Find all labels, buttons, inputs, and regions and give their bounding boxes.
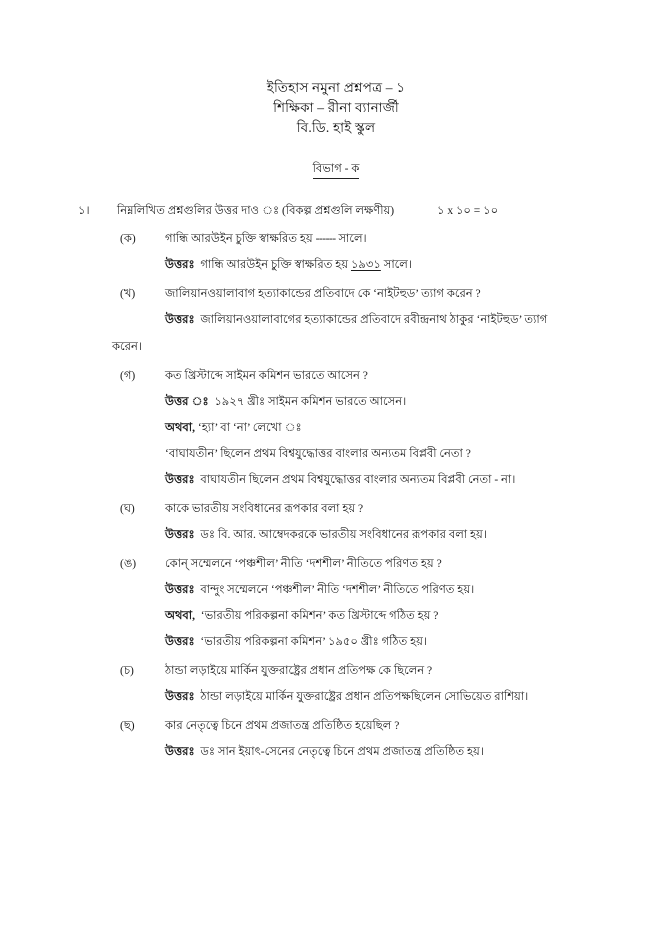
alternative-question-text: ‘বাঘাযতীন’ ছিলেন প্রথম বিশ্বযুদ্ধোত্তর বাংলার অন্যতম বিপ্লবী নেতা ? [165, 448, 471, 460]
answer-lead: উত্তরঃ [165, 746, 195, 758]
exam-paper-page [0, 78, 672, 948]
answer-row [0, 525, 672, 546]
alternative-answer-text [165, 470, 672, 491]
alternative-question-text [165, 606, 672, 627]
question-text: কার নেতৃত্বে চিনে প্রথম প্রজাতন্ত্র প্রতিষ্ঠিত হয়েছিল ? [165, 720, 400, 732]
answer-body: ১৯২৭ খ্রীঃ সাইমন কমিশন ভারতে আসেন। [214, 396, 407, 408]
question-row [0, 716, 672, 737]
answer-body: ঠান্ডা লড়াইয়ে মার্কিন যুক্তরাষ্ট্রের প্রধান প্রতিপক্ষছিলেন সোভিয়েত রাশিয়া। [200, 691, 529, 703]
answer-text [165, 687, 672, 708]
alternative-answer-row [0, 470, 672, 491]
answer-lead: উত্তর ঃ [165, 396, 209, 408]
question-text: কাকে ভারতীয় সংবিধানের রূপকার বলা হয় ? [165, 503, 364, 515]
question-text [165, 229, 672, 250]
question-text: কোন্ সম্মেলনে ‘পঞ্চশীল’ নীতি ‘দশশীল’ নীতিতে পরিণত হয় ? [165, 558, 442, 570]
answer-lead: উত্তরঃ [165, 636, 195, 648]
question-label: (খ) [120, 288, 136, 300]
answer-lead: উত্তরঃ [165, 529, 195, 541]
question-text: কত খ্রিস্টাব্দে সাইমন কমিশন ভারতে আসেন ? [165, 370, 368, 382]
question-list [0, 229, 672, 763]
answer-body: ডঃ বি. আর. আম্বেদকরকে ভারতীয় সংবিধানের রূপকার বলা হয়। [200, 529, 487, 541]
question-item-una [0, 554, 672, 653]
answer-body: জালিয়ানওয়ালাবাগের হত্যাকান্ডের প্রতিবাদে রবীন্দ্রনাথ ঠাকুর ‘নাইটহুড’ ত্যাগ [200, 314, 548, 326]
alternative-instruction-row [0, 418, 672, 439]
question-number: ১। [78, 205, 90, 217]
question-label: (ছ) [120, 720, 135, 732]
question-label: (ঘ) [120, 503, 135, 515]
question-item-ka [0, 229, 672, 276]
question-text-post: সালে। [335, 233, 367, 245]
answer-row [0, 310, 672, 331]
question-label: (ক) [120, 233, 136, 245]
alternative-question-row [0, 606, 672, 627]
question-instruction: নিম্নলিখিত প্রশ্নগুলির উত্তর দাও ঃ (বিকল্প প্রশ্নগুলি লক্ষণীয়) [117, 205, 395, 217]
answer-text-pre: গান্ধি আরউইন চুক্তি স্বাক্ষরিত হয় [200, 259, 351, 271]
question-text: জালিয়ানওয়ালাবাগ হত্যাকান্ডের প্রতিবাদে কে ‘নাইটহুড’ ত্যাগ করেন ? [165, 288, 481, 300]
alternative-instruction-text: ‘হ্যা’ বা ‘না’ লেখো ঃ [197, 422, 302, 434]
question-row [0, 229, 672, 250]
question-row [0, 554, 672, 575]
answer-body: বান্দুং সম্মেলনে ‘পঞ্চশীল’ নীতি ‘দশশীল’ নীতিতে পরিণত হয়। [200, 584, 475, 596]
answer-text-post: সালে। [380, 259, 412, 271]
answer-row [0, 255, 672, 276]
question-item-ga [0, 366, 672, 491]
teacher-name: শিক্ষিকা – রীনা ব্যানার্জী [273, 100, 399, 115]
answer-body: ‘ভারতীয় পরিকল্পনা কমিশন’ ১৯৫০ খ্রীঃ গঠিত হয়। [200, 636, 428, 648]
question-row [0, 499, 672, 520]
answer-row [0, 580, 672, 601]
page-title: ইতিহাস নমুনা প্রশ্নপত্র – ১ [266, 80, 406, 95]
answer-body: ডঃ সান ইয়াৎ-সেনের নেতৃত্বে চিনে প্রথম প্রজাতন্ত্র প্রতিষ্ঠিত হয়। [200, 746, 484, 758]
answer-lead: উত্তরঃ [165, 314, 195, 326]
question-label: (গ) [120, 370, 136, 382]
question-row [0, 661, 672, 682]
answer-text [165, 742, 672, 763]
alternative-instruction [165, 418, 672, 439]
question-item-gha [0, 499, 672, 546]
answer-text [165, 525, 672, 546]
question-label: (ঙ) [120, 558, 137, 570]
answer-text [165, 392, 672, 413]
answer-row [0, 687, 672, 708]
answer-highlight: ১৯৩১ [350, 259, 381, 271]
answer-row [0, 392, 672, 413]
answer-lead: উত্তরঃ [165, 691, 195, 703]
alternative-lead: অথবা, [165, 422, 196, 434]
answer-text [165, 580, 672, 601]
question-row [0, 284, 672, 305]
answer-row [0, 742, 672, 763]
question-row [0, 366, 672, 387]
alternative-lead: অথবা, [165, 610, 196, 622]
alternative-question-body: ‘ভারতীয় পরিকল্পনা কমিশন’ কত খ্রিস্টাব্দে গঠিত হয় ? [200, 610, 439, 622]
question-text: ঠান্ডা লড়াইয়ে মার্কিন যুক্তরাষ্ট্রের প্রধান প্রতিপক্ষ কে ছিলেন ? [165, 665, 433, 677]
fill-in-blank: ------ [315, 233, 336, 245]
answer-lead: উত্তরঃ [165, 474, 195, 486]
alternative-answer-row [0, 632, 672, 653]
question-marks: ১ x ১০ = ১০ [437, 205, 499, 217]
school-name: বি.ডি. হাই স্কুল [296, 120, 376, 135]
question-label: (চ) [120, 665, 134, 677]
answer-continuation: করেন। [112, 341, 142, 353]
answer-lead: উত্তরঃ [165, 259, 195, 271]
section-heading-wrap [0, 159, 672, 179]
question-item-kha [0, 284, 672, 358]
alternative-question-row [0, 444, 672, 465]
question-item-chha [0, 716, 672, 763]
answer-lead: উত্তরঃ [165, 584, 195, 596]
alternative-answer-text [165, 632, 672, 653]
answer-body: বাঘাযতীন ছিলেন প্রথম বিশ্বযুদ্ধোত্তর বাংলার অন্যতম বিপ্লবী নেতা - না। [200, 474, 516, 486]
question-item-cha [0, 661, 672, 708]
answer-text [165, 310, 672, 331]
question-text-pre: গান্ধি আরউইন চুক্তি স্বাক্ষরিত হয় [165, 233, 316, 245]
document-title-block [0, 78, 672, 138]
question-stem-row [0, 201, 672, 221]
answer-text [165, 255, 672, 276]
section-heading: বিভাগ - ক [313, 161, 360, 179]
